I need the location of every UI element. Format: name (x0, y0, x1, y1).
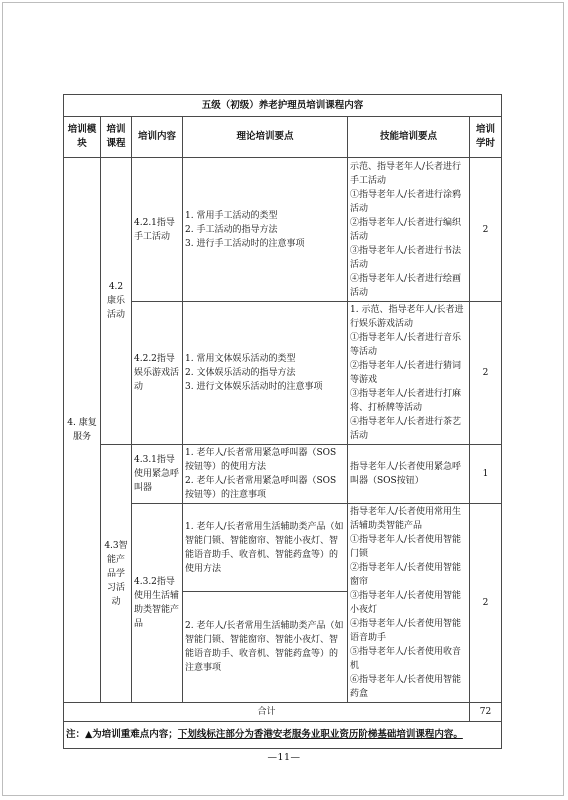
note-prefix: 注：▲为培训重难点内容； (66, 729, 178, 740)
module-cell: 4. 康复服务 (64, 158, 101, 703)
header-course: 培训课程 (101, 117, 132, 158)
table-title: 五级（初级）养老护理员培训课程内容 (64, 95, 502, 117)
training-course-table (63, 94, 502, 749)
hours-cell-4-2-2: 2 (470, 302, 502, 445)
header-module: 培训模块 (64, 117, 101, 158)
header-content: 培训内容 (132, 117, 183, 158)
skill-line: ①指导老年人/长者使用智能门锁 (350, 535, 462, 559)
skill-line: 指导老年人/长者使用常用生活辅助类智能产品 (350, 507, 462, 531)
theory-line: 3. 进行手工活动时的注意事项 (185, 238, 305, 249)
content-cell-4-2-2: 4.2.2指导娱乐游戏活动 (132, 302, 183, 445)
theory-line: 1. 老年人/长者常用紧急呼叫器（SOS按钮等）的使用方法 (185, 448, 337, 472)
theory-line: 3. 进行文体娱乐活动时的注意事项 (185, 382, 323, 392)
skill-line: ④指导老年人/长者进行绘画活动 (350, 273, 462, 298)
hours-cell-4-3-1: 1 (470, 445, 502, 504)
skill-line: ③指导老年人/长者进行打麻将、打桥牌等活动 (350, 389, 462, 413)
skill-line: ②指导老年人/长者进行猜词等游戏 (350, 361, 462, 385)
skill-line: ⑤指导老年人/长者使用收音机 (350, 647, 462, 671)
header-skills: 技能培训要点 (348, 117, 470, 158)
note-underlined: 下划线标注部分为香港安老服务业职业资历阶梯基础培训 (177, 729, 416, 740)
skill-line: ②指导老年人/长者使用智能窗帘 (350, 563, 462, 587)
skill-line: ①指导老年人/长者进行音乐等活动 (350, 333, 462, 357)
theory-cell-4-3-2-precautions: 2. 老年人/长者常用生活辅助类产品（如智能门锁、智能窗帘、智能小夜灯、智能语音助手、收音机、智能药盒等）的注意事项 (183, 592, 348, 703)
header-theory: 理论培训要点 (183, 117, 348, 158)
theory-cell-4-2-1 (183, 158, 348, 302)
theory-cell-4-3-1 (183, 445, 348, 504)
hours-cell-4-3-2: 2 (470, 504, 502, 703)
total-hours: 72 (470, 703, 502, 722)
theory-cell-4-3-2-usage: 1. 老年人/长者常用生活辅助类产品（如智能门锁、智能窗帘、智能小夜灯、智能语音助手、收音机、智能药盒等）的使用方法 (183, 504, 348, 592)
theory-line: 1. 常用手工活动的类型 (185, 210, 278, 221)
skill-line: ④指导老年人/长者进行茶艺活动 (350, 417, 462, 441)
content-cell-4-3-2: 4.3.2指导使用生活辅助类智能产品 (132, 504, 183, 703)
skill-line: ④指导老年人/长者使用智能语音助手 (350, 619, 462, 643)
table-note (64, 722, 502, 749)
theory-cell-4-2-2 (183, 302, 348, 445)
skill-line: ③指导老年人/长者使用智能小夜灯 (350, 591, 462, 615)
skills-cell-4-2-1 (348, 158, 470, 302)
theory-line: 2. 文体娱乐活动的指导方法 (185, 368, 296, 378)
skills-cell-4-3-1: 指导老年人/长者使用紧急呼叫器（SOS按钮） (348, 445, 470, 504)
skill-line: ③指导老年人/长者进行书法活动 (350, 245, 462, 270)
course-cell-4-3: 4.3智能产品学习活动 (101, 445, 132, 703)
page-number: —11— (267, 752, 301, 763)
skill-line: ②指导老年人/长者进行编织活动 (350, 217, 462, 242)
course-cell-4-2: 4.2 康乐活动 (101, 158, 132, 445)
theory-line: 1. 常用文体娱乐活动的类型 (185, 354, 296, 364)
skill-line: ⑥指导老年人/长者使用智能药盒 (350, 675, 462, 699)
theory-line: 2. 手工活动的指导方法 (185, 224, 278, 235)
content-cell-4-3-1: 4.3.1指导使用紧急呼叫器 (132, 445, 183, 504)
skill-line: ①指导老年人/长者进行涂鸦活动 (350, 189, 462, 214)
note-suffix: 课程内容。 (415, 729, 463, 740)
skills-cell-4-2-2 (348, 302, 470, 445)
content-cell-4-2-1: 4.2.1指导手工活动 (132, 158, 183, 302)
header-hours: 培训学时 (470, 117, 502, 158)
hours-cell-4-2-1: 2 (470, 158, 502, 302)
skill-line: 1. 示范、指导老年人/长者进行娱乐游戏活动 (350, 305, 464, 329)
total-label: 合计 (64, 703, 470, 722)
skills-cell-4-3-2 (348, 504, 470, 703)
theory-line: 2. 老年人/长者常用紧急呼叫器（SOS按钮等）的注意事项 (185, 476, 337, 500)
skill-line: 示范、指导老年人/长者进行手工活动 (350, 161, 462, 186)
